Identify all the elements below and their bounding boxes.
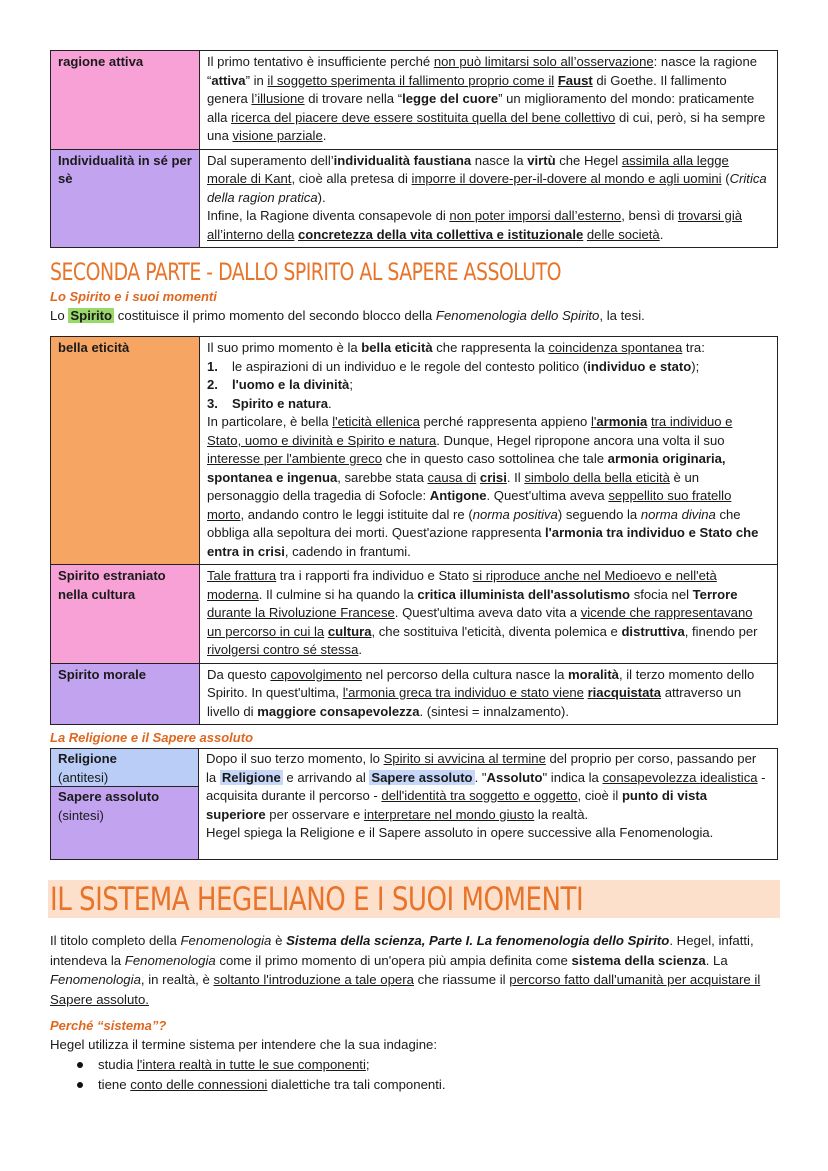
religion-table <box>50 748 778 860</box>
term-cell: Individualità in sé per sè <box>51 149 200 248</box>
table-row <box>51 149 778 248</box>
term-sapere: Sapere assoluto <box>58 789 160 804</box>
term-cell: Spirito estraniato nella cultura <box>51 565 200 664</box>
definition-cell: Dal superamento dell’individualità faustiana nasce la virtù che Hegel assimila alla legge morale di Kant, cioè alla pretesa di imporre il dovere-per-il-dovere al mondo e agli uomini (Critica della ragion pratica). Infine, la Ragione diventa consapevole di non poter imporsi dall’esterno, bensì di trovarsi già all’interno della concretezza della vita collettiva e istituzionale delle società. <box>200 149 778 248</box>
definition-cell: Il primo tentativo è insufficiente perché non può limitarsi solo all’osservazione: nasce la ragione “attiva” in il soggetto sperimenta il fallimento proprio come il Faust di Goethe. Il fallimento genera l’illusione di trovare nella “legge del cuore” un miglioramento del mondo: praticamente alla ricerca del piacere deve essere sostituita quella del bene collettivo di cui, però, si ha sempre una visione parziale. <box>200 51 778 150</box>
table-row <box>51 51 778 150</box>
definition-cell: Da questo capovolgimento nel percorso della cultura nasce la moralità, il terzo momento dello Spirito. In quest'ultima, l'armonia greca tra individuo e stato viene riacquistata attraverso un livello di maggiore consapevolezza. (sintesi = innalzamento). <box>200 663 778 725</box>
section-band <box>48 880 780 918</box>
table-row <box>51 565 778 664</box>
definition-cell: Il suo primo momento è la bella eticità che rappresenta la coincidenza spontanea tra: 1. le aspirazioni di un individuo e le regole del contesto politico (individuo e stato); 2. l'uomo e la divinità; 3. Spirito e natura. In particolare, è bella l'eticità ellenica perché rappresenta appieno l'armonia tra individuo e Stato, uomo e divinità e Spirito e natura. Dunque, Hegel ripropone ancora una volta il suo interesse per l'ambiente greco che in questo caso sottolinea che tale armonia originaria, spontanea e ingenua, sarebbe stata causa di crisi. Il simbolo della bella eticità è un personaggio della tragedia di Sofocle: Antigone. Quest'ultima aveva seppellito suo fratello morto, andando contro le leggi istituite dal re (norma positiva) seguendo la norma divina che obbliga alla sepoltura dei morti. Quest'azione rappresenta l'armonia tra individuo e Stato che entra in crisi, cadendo in frantumi. <box>200 337 778 565</box>
table-ragione <box>50 50 778 248</box>
religion-subtitle: La Religione e il Sapere assoluto <box>50 730 254 745</box>
paragraph: Il titolo completo della Fenomenologia è Sistema della scienza, Parte I. La fenomenologia dello Spirito. Hegel, infatti, intendeva la Fenomenologia come il primo momento di un'opera più ampia definita come sistema della scienza. La Fenomenologia, in realtà, è soltanto l'introduzione a tale opera che riassume il percorso fatto dall'umanità per acquistare il Sapere assoluto. <box>50 933 761 1007</box>
term-note: (antitesi) <box>58 769 109 785</box>
definition-cell: Dopo il suo terzo momento, lo Spirito si avvicina al termine del proprio per corso, passando per la Religione e arrivando al Sapere assoluto . "Assoluto" indica la consapevolezza idealistica - acquisita durante il percorso - dell'identità tra soggetto e oggetto, cioè il punto di vista superiore per osservare e interpretare nel mondo giusto la realtà. Hegel spiega la Religione e il Sapere assoluto in opere successive alla Fenomenologia. <box>206 751 766 840</box>
bullet-list <box>50 1055 780 1094</box>
section-title: SECONDA PARTE - DALLO SPIRITO AL SAPERE ASSOLUTO <box>50 258 562 286</box>
list-item: tiene conto delle connessioni dialettiche tra tali componenti. <box>50 1075 780 1095</box>
term-religione: Religione <box>58 751 117 766</box>
list-item: studia l'intera realtà in tutte le sue componenti; <box>50 1055 780 1075</box>
term-cell <box>51 787 199 859</box>
section-subtitle: Perché “sistema”? <box>50 1018 167 1033</box>
paragraph: Hegel utilizza il termine sistema per intendere che la sua indagine: <box>50 1037 438 1052</box>
section-title: IL SISTEMA HEGELIANO E I SUOI MOMENTI <box>50 880 584 918</box>
section-subtitle: Lo Spirito e i suoi momenti <box>50 289 217 304</box>
term-cell: bella eticità <box>51 337 200 565</box>
term-cell: Spirito morale <box>51 663 200 725</box>
table-row <box>51 663 778 725</box>
term-note: (sintesi) <box>58 807 104 823</box>
definition-cell: Tale frattura tra i rapporti fra individuo e Stato si riproduce anche nel Medioevo e nell'età moderna. Il culmine si ha quando la critica illuminista dell'assolutismo sfocia nel Terrore durante la Rivoluzione Francese. Quest'ultima aveva dato vita a vicende che rappresentavano un percorso in cui la cultura, che sostituiva l'eticità, diventa polemica e distruttiva, finendo per rivolgersi contro sé stessa. <box>200 565 778 664</box>
table-spirito <box>50 336 778 725</box>
table-row <box>51 337 778 565</box>
term-cell <box>51 749 199 787</box>
paragraph: Lo Spirito costituisce il primo momento del secondo blocco della Fenomenologia dello Spirito, la tesi. <box>50 308 645 323</box>
term-cell: ragione attiva <box>51 51 200 150</box>
